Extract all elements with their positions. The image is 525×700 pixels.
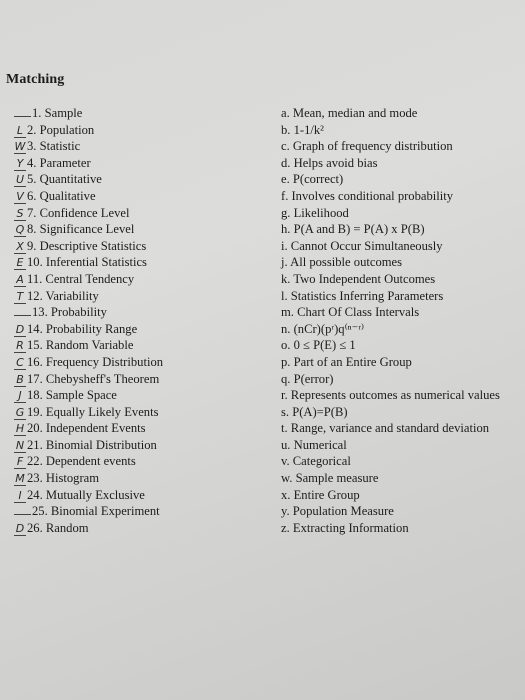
term-text: 16. Frequency Distribution <box>27 354 164 369</box>
answer-blank: Y <box>14 157 26 171</box>
answer-blank: D <box>15 521 25 535</box>
term-text: 17. Chebysheff's Theorem <box>27 371 160 386</box>
answer-blank: F <box>14 455 26 469</box>
term-item <box>14 138 264 155</box>
answer-blank: U <box>15 173 25 187</box>
definition-item: u. Numerical <box>281 437 347 452</box>
term-text: 3. Statistic <box>27 139 81 154</box>
answer-blank: J <box>14 389 26 403</box>
answer-blank: D <box>15 322 25 336</box>
term-text: 10. Inferential Statistics <box>27 255 147 270</box>
term-item <box>14 238 264 255</box>
definition-item: k. Two Independent Outcomes <box>281 271 436 286</box>
definition-item: d. Helps avoid bias <box>281 155 378 170</box>
term-text: 13. Probability <box>32 305 107 320</box>
answer-blank: Q <box>15 223 25 237</box>
definition-item: y. Population Measure <box>281 504 394 519</box>
term-item <box>14 171 264 188</box>
answer-blank: S <box>14 207 26 221</box>
definition-item: z. Extracting Information <box>281 520 409 535</box>
answer-blank <box>14 116 31 117</box>
term-text: 20. Independent Events <box>27 421 146 436</box>
term-item <box>14 188 264 205</box>
answer-blank: H <box>15 422 25 436</box>
definition-item: c. Graph of frequency distribution <box>281 139 453 154</box>
term-item <box>14 288 264 305</box>
answer-blank: X <box>14 240 26 254</box>
term-item <box>14 254 264 271</box>
term-item <box>14 487 264 504</box>
term-item <box>14 503 264 520</box>
term-text: 24. Mutually Exclusive <box>27 487 145 502</box>
definitions-list <box>281 105 525 536</box>
term-text: 1. Sample <box>32 106 83 120</box>
term-text: 15. Random Variable <box>27 338 134 353</box>
term-text: 6. Qualitative <box>27 188 96 203</box>
definition-item: q. P(error) <box>281 371 334 386</box>
term-text: 19. Equally Likely Events <box>27 404 159 419</box>
terms-list <box>14 105 264 536</box>
term-text: 21. Binomial Distribution <box>27 437 157 452</box>
answer-blank: G <box>15 405 25 419</box>
term-text: 12. Variability <box>27 288 99 303</box>
definition-item: x. Entire Group <box>281 487 360 502</box>
term-item <box>14 437 264 454</box>
term-text: 2. Population <box>27 122 95 137</box>
answer-blank: B <box>14 373 26 387</box>
definition-item: h. P(A and B) = P(A) x P(B) <box>281 222 425 237</box>
term-item <box>14 221 264 238</box>
definition-item: p. Part of an Entire Group <box>281 354 412 369</box>
term-text: 26. Random <box>27 520 89 535</box>
definition-item: j. All possible outcomes <box>281 255 403 270</box>
term-item <box>14 371 264 388</box>
answer-blank: A <box>14 273 26 287</box>
definition-item: r. Represents outcomes as numerical values <box>281 388 500 403</box>
answer-blank: L <box>14 124 26 138</box>
definition-item: l. Statistics Inferring Parameters <box>281 288 444 303</box>
definition-item: f. Involves conditional probability <box>281 188 454 203</box>
definition-item: w. Sample measure <box>281 471 379 486</box>
term-item <box>14 470 264 487</box>
term-item <box>14 155 264 172</box>
answer-blank <box>14 514 31 515</box>
term-text: 22. Dependent events <box>27 454 136 469</box>
answer-blank: C <box>14 356 26 370</box>
definition-item: s. P(A)=P(B) <box>281 404 348 419</box>
definition-item: i. Cannot Occur Simultaneously <box>281 238 443 253</box>
term-text: 4. Parameter <box>27 155 91 170</box>
term-text: 5. Quantitative <box>27 172 102 187</box>
term-item <box>14 122 264 139</box>
definition-item: n. (nCr)(pʳ)q⁽ⁿ⁻ʳ⁾ <box>281 321 365 336</box>
term-item <box>14 205 264 222</box>
answer-blank <box>14 315 31 316</box>
definition-item: e. P(correct) <box>281 172 344 187</box>
answer-blank: T <box>14 290 26 304</box>
term-text: 25. Binomial Experiment <box>32 504 160 519</box>
term-item <box>14 387 264 404</box>
term-item <box>14 453 264 470</box>
term-text: 14. Probability Range <box>27 321 138 336</box>
term-text: 18. Sample Space <box>27 388 117 403</box>
term-item <box>14 271 264 288</box>
definition-item: o. 0 ≤ P(E) ≤ 1 <box>281 338 356 353</box>
answer-blank: N <box>15 438 25 452</box>
term-item <box>14 354 264 371</box>
definition-item: m. Chart Of Class Intervals <box>281 305 420 320</box>
answer-blank: E <box>14 256 26 270</box>
term-text: 7. Confidence Level <box>27 205 130 220</box>
definition-item: v. Categorical <box>281 454 351 469</box>
term-text: 23. Histogram <box>27 471 100 486</box>
answer-blank: W <box>14 140 26 154</box>
term-text: 9. Descriptive Statistics <box>27 238 147 253</box>
answer-blank: V <box>14 190 26 204</box>
definition-item: b. 1-1/k² <box>281 122 324 137</box>
term-item <box>14 321 264 338</box>
term-text: 11. Central Tendency <box>27 271 135 286</box>
term-item <box>14 420 264 437</box>
page-title: Matching <box>6 72 65 87</box>
term-item <box>14 520 264 537</box>
definition-item: t. Range, variance and standard deviation <box>281 421 490 436</box>
term-item <box>14 304 264 321</box>
term-item <box>14 105 264 122</box>
definition-item: a. Mean, median and mode <box>281 106 418 120</box>
definition-item: g. Likelihood <box>281 205 349 220</box>
answer-blank: I <box>14 489 26 503</box>
answer-blank: M <box>15 472 25 486</box>
term-text: 8. Significance Level <box>27 222 135 237</box>
term-item <box>14 337 264 354</box>
term-item <box>14 404 264 421</box>
answer-blank: R <box>14 339 26 353</box>
